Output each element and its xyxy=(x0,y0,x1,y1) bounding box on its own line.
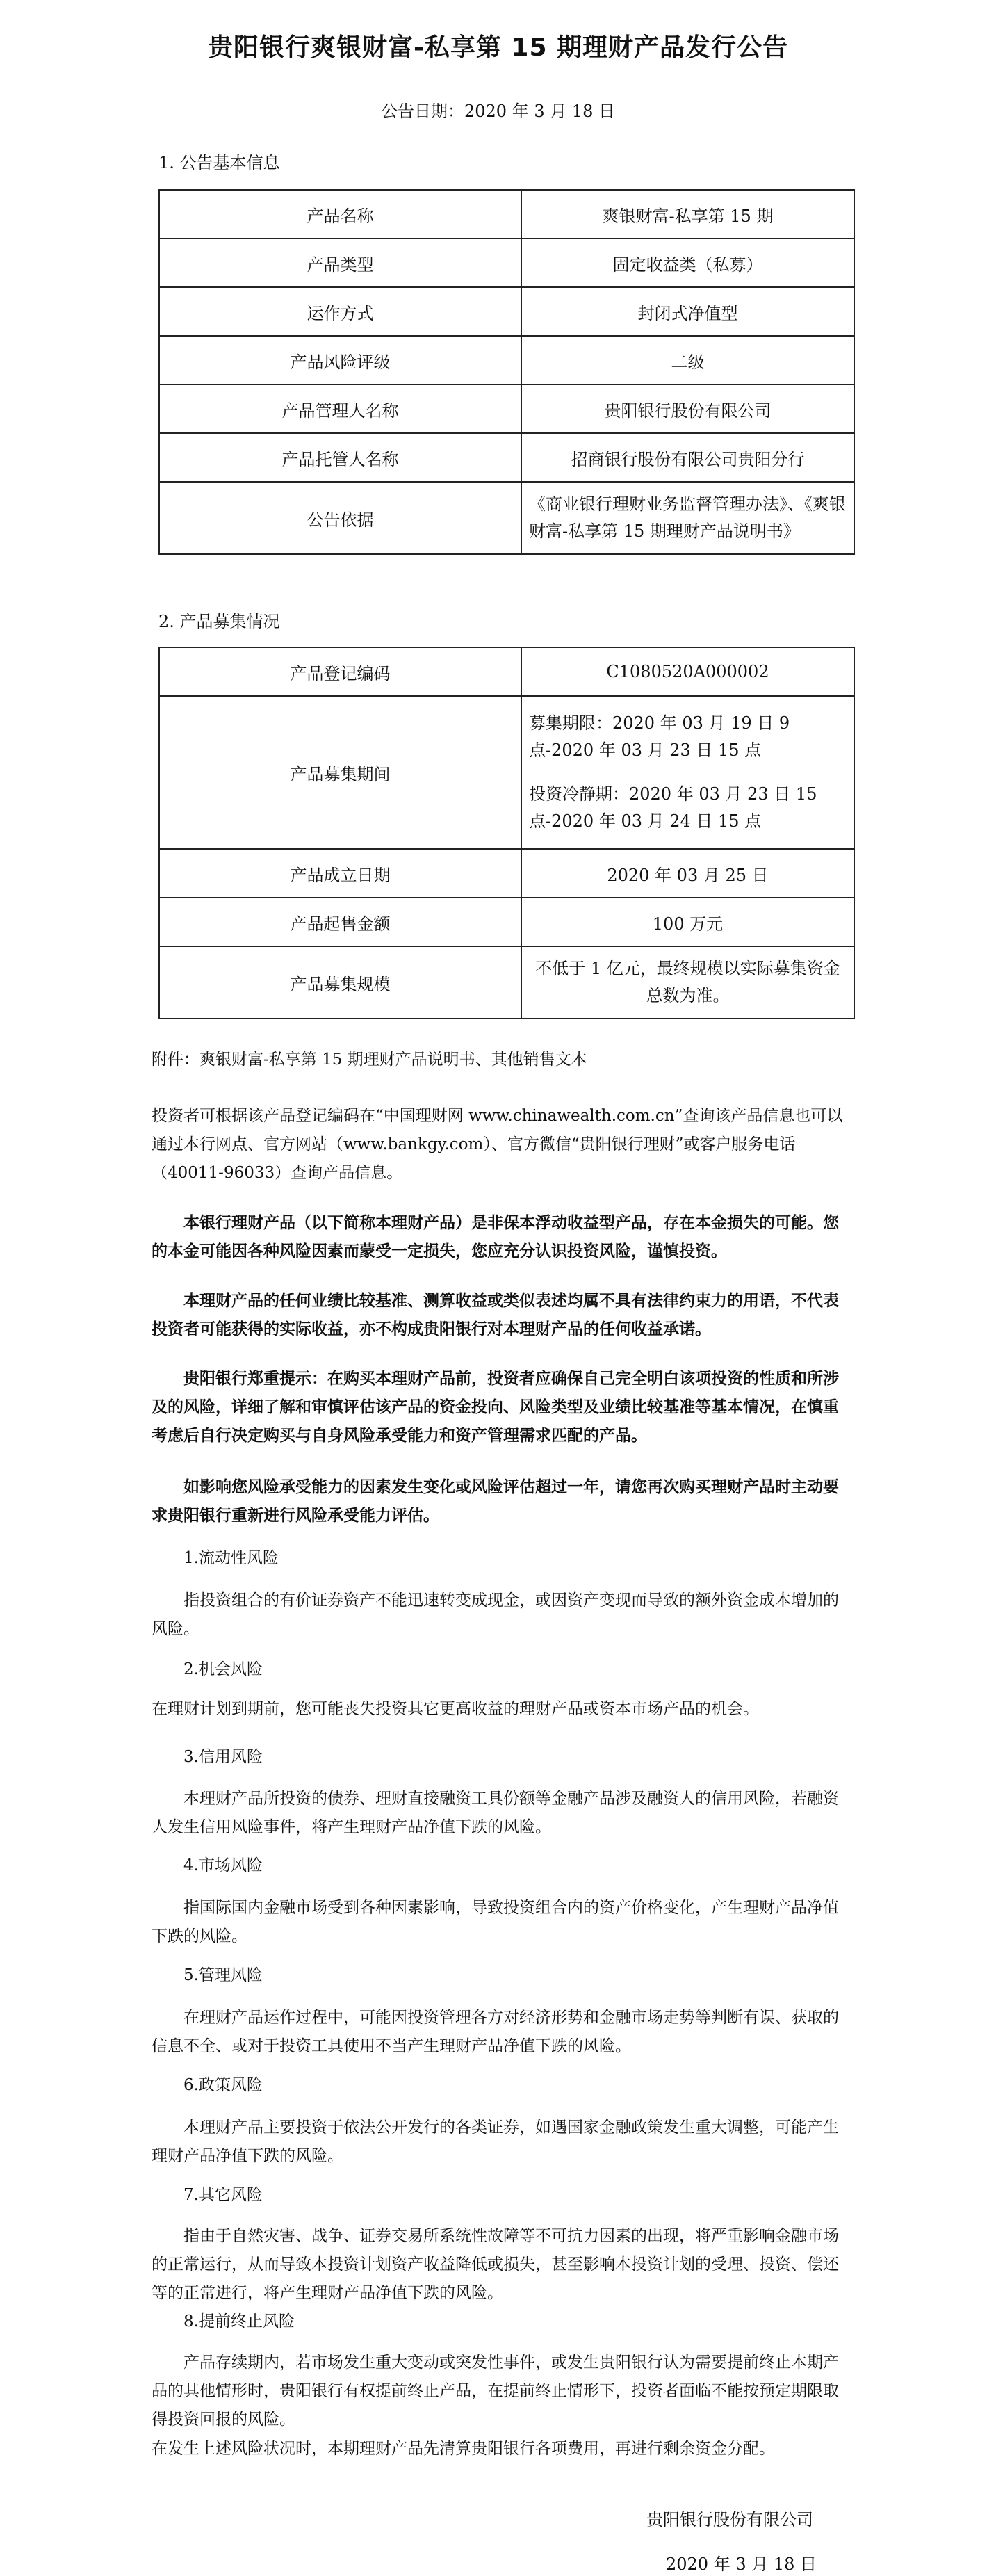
risk-heading: 8.提前终止风险 xyxy=(183,2312,295,2331)
table-row xyxy=(159,898,854,946)
table-row xyxy=(159,190,854,238)
row-value xyxy=(521,696,854,849)
risk-text: 指国际国内金融市场受到各种因素影响，导致投资组合内的资产价格变化，产生理财产品净值下跌的风险。 xyxy=(152,1899,839,1945)
row-label: 产品募集规模 xyxy=(159,946,521,1019)
row-value: C1080520A000002 xyxy=(521,647,854,696)
row-label: 产品管理人名称 xyxy=(159,384,521,433)
row-value: 招商银行股份有限公司贵阳分行 xyxy=(521,433,854,482)
risk-heading: 3.信用风险 xyxy=(183,1748,263,1766)
risk-text: 在理财产品运作过程中，可能因投资管理各方对经济形势和金融市场走势等判断有误、获取的信息不全、或对于投资工具使用不当产生理财产品净值下跌的风险。 xyxy=(152,2009,839,2055)
row-label: 产品名称 xyxy=(159,190,521,238)
row-value: 固定收益类（私募） xyxy=(521,238,854,287)
row-label: 产品登记编码 xyxy=(159,647,521,696)
risk-warning-paragraph: 本银行理财产品（以下简称本理财产品）是非保本浮动收益型产品，存在本金损失的可能。您的本金可能因各种风险因素而蒙受一定损失，您应充分认识投资风险，谨慎投资。 xyxy=(152,1213,839,1261)
page-title: 贵阳银行爽银财富-私享第 15 期理财产品发行公告 xyxy=(207,33,789,62)
risk-heading: 7.其它风险 xyxy=(183,2186,263,2204)
risk-text: 指由于自然灾害、战争、证券交易所系统性故障等不可抗力因素的出现，将严重影响金融市场的正常运行，从而导致本投资计划资产收益降低或损失，甚至影响本投资计划的受理、投资、偿还等的正常进行，将产生理财产品净值下跌的风险。 xyxy=(152,2227,839,2302)
attachment-text: 附件：爽银财富-私享第 15 期理财产品说明书、其他销售文本 xyxy=(152,1051,587,1069)
investor-info-text: 投资者可根据该产品登记编码在“中国理财网 www.chinawealth.com.cn”查询该产品信息也可以通过本行网点、官方网站（www.bankgy.com）、官方微信“贵阳银行理财”或客户服务电话（40011-96033）查询产品信息。 xyxy=(152,1107,843,1182)
cooling-period-text: 投资冷静期：2020 年 03 月 23 日 15 点-2020 年 03 月 24 日 15 点 xyxy=(529,784,817,831)
risk-text: 在理财计划到期前，您可能丧失投资其它更高收益的理财产品或资本市场产品的机会。 xyxy=(152,1700,759,1718)
risk-heading: 4.市场风险 xyxy=(183,1856,263,1874)
announce-date: 公告日期：2020 年 3 月 18 日 xyxy=(380,102,616,121)
table-row xyxy=(159,482,854,554)
row-label: 公告依据 xyxy=(159,482,521,554)
table-row xyxy=(159,946,854,1019)
risk-warning-paragraph: 如影响您风险承受能力的因素发生变化或风险评估超过一年，请您再次购买理财产品时主动要求贵阳银行重新进行风险承受能力评估。 xyxy=(152,1477,839,1525)
table-row xyxy=(159,336,854,384)
table-row xyxy=(159,647,854,696)
fundraising-table xyxy=(158,647,855,1019)
signature-date: 2020 年 3 月 18 日 xyxy=(666,2554,817,2574)
risk-heading: 2.机会风险 xyxy=(183,1660,263,1678)
row-label: 产品类型 xyxy=(159,238,521,287)
risk-text: 指投资组合的有价证券资产不能迅速转变成现金，或因资产变现而导致的额外资金成本增加的风险。 xyxy=(152,1591,839,1638)
row-value: 二级 xyxy=(521,336,854,384)
risk-heading: 1.流动性风险 xyxy=(183,1549,279,1567)
risk-warning-paragraph: 本理财产品的任何业绩比较基准、测算收益或类似表述均属不具有法律约束力的用语，不代表投资者可能获得的实际收益，亦不构成贵阳银行对本理财产品的任何收益承诺。 xyxy=(152,1291,839,1338)
signature-company: 贵阳银行股份有限公司 xyxy=(646,2510,813,2529)
section1-heading: 1. 公告基本信息 xyxy=(158,153,280,172)
section2-heading: 2. 产品募集情况 xyxy=(158,612,280,631)
table-row xyxy=(159,384,854,433)
risk-text: 本理财产品主要投资于依法公开发行的各类证券，如遇国家金融政策发生重大调整，可能产生理财产品净值下跌的风险。 xyxy=(152,2119,839,2165)
row-label: 产品风险评级 xyxy=(159,336,521,384)
row-value: 封闭式净值型 xyxy=(521,287,854,336)
table-row xyxy=(159,696,854,849)
row-label: 产品成立日期 xyxy=(159,849,521,898)
row-value: 2020 年 03 月 25 日 xyxy=(521,849,854,898)
spacer xyxy=(529,764,847,781)
closing-text: 在发生上述风险状况时，本期理财产品先清算贵阳银行各项费用，再进行剩余资金分配。 xyxy=(152,2440,775,2458)
risk-text: 本理财产品所投资的债券、理财直接融资工具份额等金融产品涉及融资人的信用风险，若融资人发生信用风险事件，将产生理财产品净值下跌的风险。 xyxy=(152,1790,839,1836)
basic-info-table xyxy=(158,189,855,555)
risk-heading: 6.政策风险 xyxy=(183,2076,263,2094)
table-row xyxy=(159,433,854,482)
row-label: 产品托管人名称 xyxy=(159,433,521,482)
risk-text: 产品存续期内，若市场发生重大变动或突发性事件，或发生贵阳银行认为需要提前终止本期产品的其他情形时，贵阳银行有权提前终止产品，在提前终止情形下，投资者面临不能按预定期限取得投资回报的风险。 xyxy=(152,2354,839,2429)
row-value: 贵阳银行股份有限公司 xyxy=(521,384,854,433)
risk-heading: 5.管理风险 xyxy=(183,1966,263,1984)
row-value: 不低于 1 亿元，最终规模以实际募集资金总数为准。 xyxy=(521,946,854,1019)
raise-period-text: 募集期限：2020 年 03 月 19 日 9 点-2020 年 03 月 23 日 15 点 xyxy=(529,713,790,760)
risk-warning-paragraph: 贵阳银行郑重提示：在购买本理财产品前，投资者应确保自己完全明白该项投资的性质和所涉及的风险，详细了解和审慎评估该产品的资金投向、风险类型及业绩比较基准等基本情况，在慎重考虑后自行决定购买与自身风险承受能力和资产管理需求匹配的产品。 xyxy=(152,1369,839,1445)
row-label: 运作方式 xyxy=(159,287,521,336)
table-row xyxy=(159,287,854,336)
row-value: 《商业银行理财业务监督管理办法》、《爽银财富-私享第 15 期理财产品说明书》 xyxy=(521,482,854,554)
table-row xyxy=(159,238,854,287)
row-value: 爽银财富-私享第 15 期 xyxy=(521,190,854,238)
row-label: 产品募集期间 xyxy=(159,696,521,849)
table-row xyxy=(159,849,854,898)
row-value: 100 万元 xyxy=(521,898,854,946)
row-label: 产品起售金额 xyxy=(159,898,521,946)
